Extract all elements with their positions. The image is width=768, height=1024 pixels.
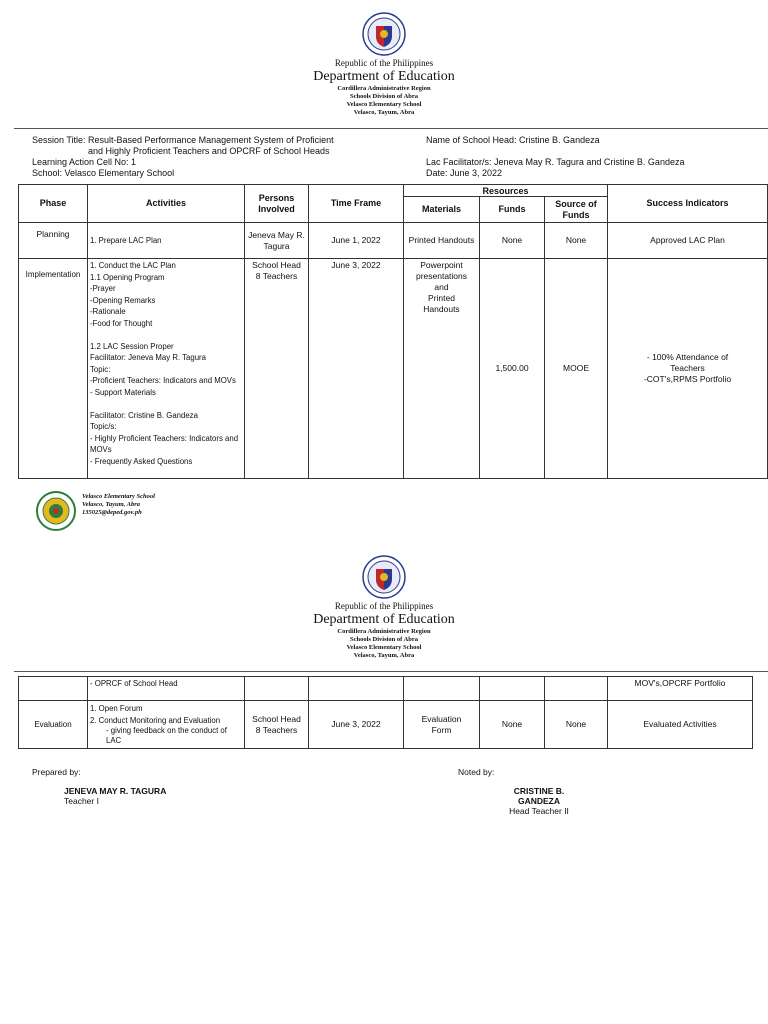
- department-line: Department of Education: [313, 69, 455, 84]
- session-date: Date: June 3, 2022: [426, 168, 503, 178]
- session-title: Session Title: Result-Based Performance Management System of Proficient: [32, 135, 334, 145]
- eval-phase: Evaluation: [19, 701, 88, 749]
- lac-plan-table-cont: [18, 676, 753, 749]
- eval-persons: School Head 8 Teachers: [245, 701, 309, 749]
- impl-phase: Implementation: [19, 259, 88, 479]
- row-evaluation: [19, 701, 753, 749]
- header-funds: Funds: [480, 197, 545, 223]
- deped-seal-icon: [362, 555, 406, 599]
- cont-success: MOV's,OPCRF Portfolio: [608, 677, 753, 701]
- impl-source: MOOE: [545, 259, 608, 479]
- header-activities: Activities: [88, 185, 245, 223]
- lac-plan-table: [18, 184, 768, 479]
- planning-success: Approved LAC Plan: [608, 223, 768, 259]
- prepared-name: JENEVA MAY R. TAGURA: [64, 786, 167, 796]
- impl-funds: 1,500.00: [480, 259, 545, 479]
- row-implementation: [19, 259, 768, 479]
- eval-materials: Evaluation Form: [404, 701, 480, 749]
- header-rule-second: [14, 671, 768, 672]
- impl-time: June 3, 2022: [309, 259, 404, 479]
- impl-success: - 100% Attendance of Teachers -COT's,RPMS Portfolio: [608, 259, 768, 479]
- planning-materials: Printed Handouts: [404, 223, 480, 259]
- footer-school-info: [82, 493, 155, 517]
- noted-by-block: [494, 786, 584, 816]
- header-success: Success Indicators: [608, 185, 768, 223]
- planning-activity: 1. Prepare LAC Plan: [88, 223, 245, 259]
- division-line: Schools Division of Abra: [349, 636, 419, 643]
- planning-phase: Planning: [19, 223, 88, 259]
- header-phase: Phase: [19, 185, 88, 223]
- school-seal-icon: [36, 491, 76, 531]
- planning-persons: Jeneva May R. Tagura: [245, 223, 309, 259]
- header-materials: Materials: [404, 197, 480, 223]
- republic-line: Republic of the Philippines: [334, 601, 434, 611]
- header-rule: [14, 128, 768, 129]
- noted-name: CRISTINE B. GANDEZA: [513, 786, 565, 806]
- deped-seal-icon: [362, 12, 406, 56]
- noted-title: Head Teacher II: [509, 806, 569, 816]
- impl-persons: School Head 8 Teachers: [245, 259, 309, 479]
- school-head: Name of School Head: Cristine B. Gandeza: [426, 135, 600, 145]
- footer-school: Velasco Elementary School: [82, 493, 155, 500]
- lac-number: Learning Action Cell No: 1: [32, 157, 137, 167]
- eval-success: Evaluated Activities: [608, 701, 753, 749]
- prepared-by-block: [64, 786, 166, 806]
- eval-activities: 1. Open Forum 2. Conduct Monitoring and Evaluation - giving feedback on the conduct of LAC: [88, 701, 245, 749]
- address-line: Velasco, Tayum, Abra: [353, 109, 415, 116]
- school-line: Velasco Elementary School: [346, 101, 422, 108]
- region-line: Cordillera Administrative Region: [337, 85, 431, 92]
- footer-address: Velasco, Tayum, Abra: [82, 501, 141, 508]
- planning-funds: None: [480, 223, 545, 259]
- session-info-right: [426, 135, 684, 179]
- letterhead-top: [0, 12, 768, 117]
- eval-funds: None: [480, 701, 545, 749]
- department-line: Department of Education: [313, 612, 455, 627]
- session-info-left: [32, 135, 334, 179]
- eval-source: None: [545, 701, 608, 749]
- cont-activity: - OPRCF of School Head: [88, 677, 245, 701]
- planning-time: June 1, 2022: [309, 223, 404, 259]
- republic-line: Republic of the Philippines: [334, 58, 434, 68]
- letterhead-second: [0, 555, 768, 660]
- footer-email: 135025@deped.gov.ph: [82, 509, 142, 516]
- region-line: Cordillera Administrative Region: [337, 628, 431, 635]
- school-name: School: Velasco Elementary School: [32, 168, 175, 178]
- division-line: Schools Division of Abra: [349, 93, 419, 100]
- address-line: Velasco, Tayum, Abra: [353, 652, 415, 659]
- header-persons: Persons Involved: [245, 185, 309, 223]
- row-continued: [19, 677, 753, 701]
- session-title-cont: and Highly Proficient Teachers and OPCRF of School Heads: [88, 146, 330, 156]
- school-line: Velasco Elementary School: [346, 644, 422, 651]
- impl-materials: Powerpoint presentations and Printed Handouts: [404, 259, 480, 479]
- eval-time: June 3, 2022: [309, 701, 404, 749]
- row-planning: [19, 223, 768, 259]
- header-source: Source of Funds: [545, 197, 608, 223]
- planning-source: None: [545, 223, 608, 259]
- lac-facilitators: Lac Facilitator/s: Jeneva May R. Tagura and Cristine B. Gandeza: [426, 157, 685, 167]
- header-time: Time Frame: [309, 185, 404, 223]
- impl-activities: 1. Conduct the LAC Plan 1.1 Opening Program -Prayer -Opening Remarks -Rationale -Food for Thought 1.2 LAC Session Proper Facilitator: Jeneva May R. Tagura Topic: -Proficient Teachers: Indicators and MOVs - Support Materials Facilitator: Cristine B. Gandeza Topic/s: - Highly Proficient Teachers: Indicators and MOVs - Frequently Asked Questions: [88, 259, 245, 479]
- header-resources: Resources: [404, 185, 608, 197]
- prepared-by-label: Prepared by:: [32, 767, 81, 777]
- noted-by-label: Noted by:: [458, 767, 495, 777]
- prepared-title: Teacher I: [64, 796, 99, 806]
